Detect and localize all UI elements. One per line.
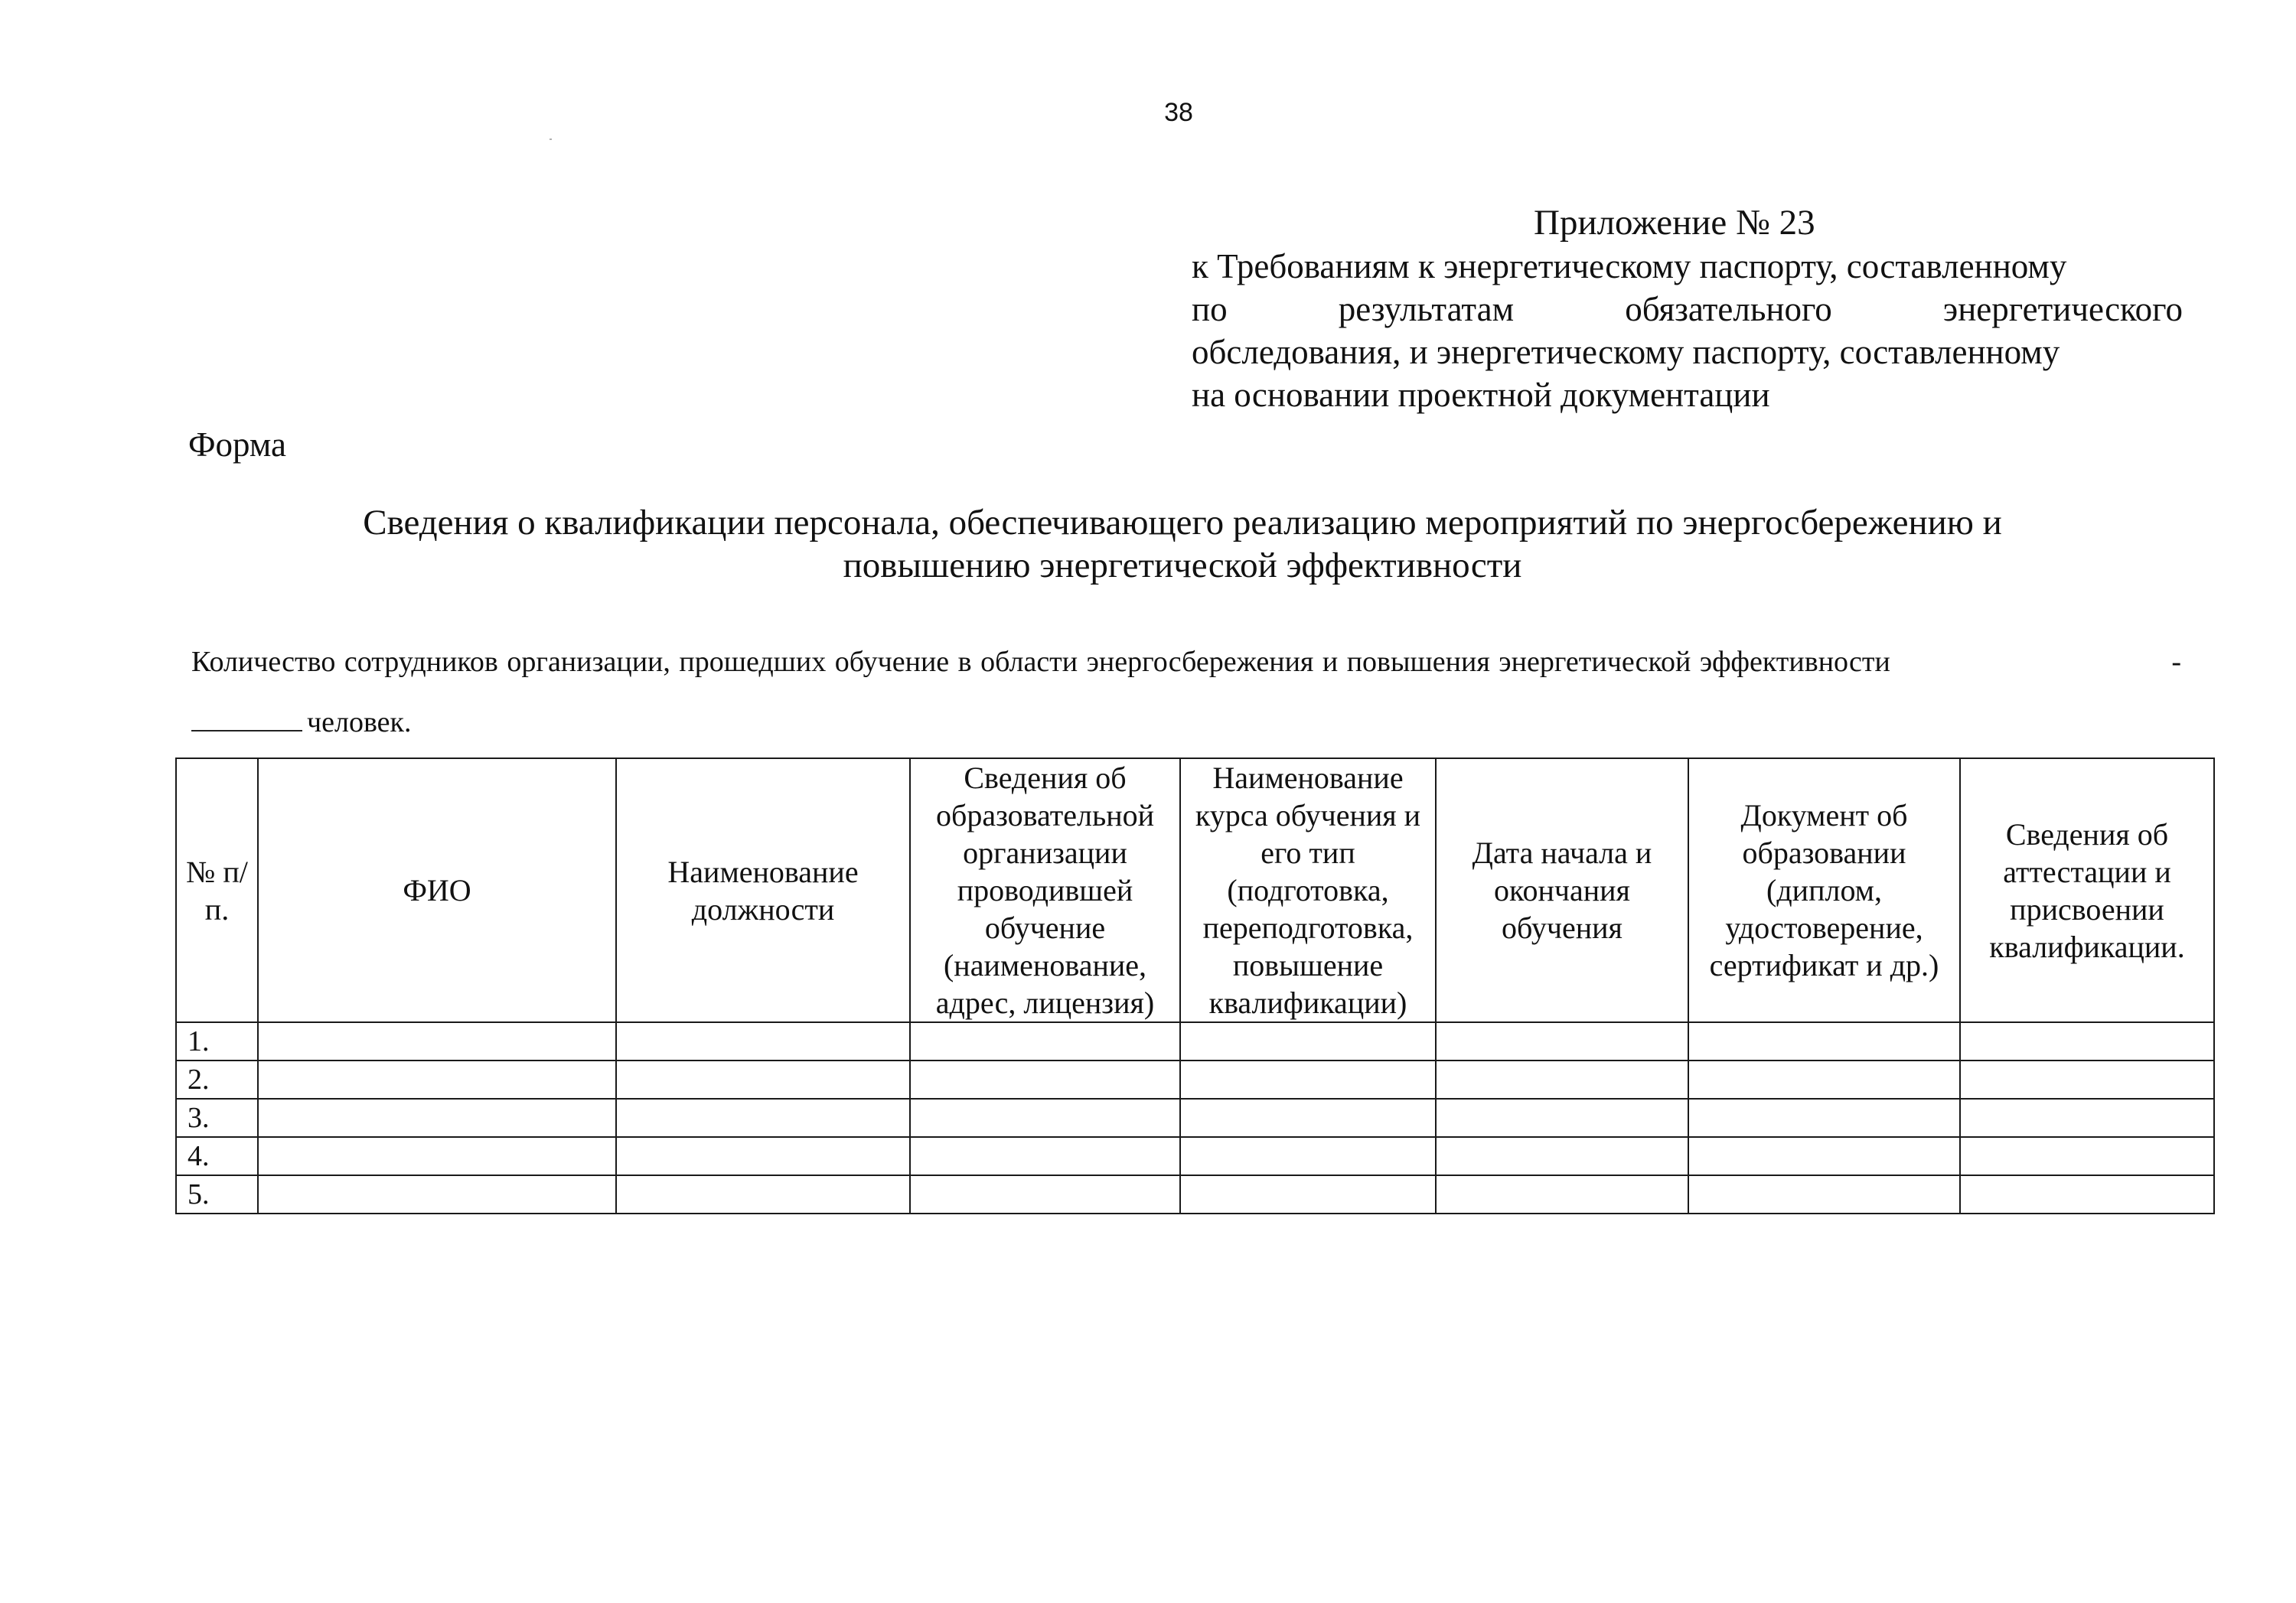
appendix-line-4: на основании проектной документации	[1192, 376, 1770, 414]
table-cell[interactable]	[1436, 1137, 1688, 1175]
document-title-line-2: повышению энергетической эффективности	[843, 546, 1522, 585]
document-title	[153, 501, 2212, 587]
table-cell[interactable]	[1180, 1175, 1436, 1214]
table-cell[interactable]	[258, 1175, 616, 1214]
table-cell[interactable]	[616, 1022, 910, 1061]
table-cell[interactable]	[1180, 1022, 1436, 1061]
table-cell[interactable]	[1960, 1022, 2214, 1061]
table-cell[interactable]	[1960, 1099, 2214, 1137]
table-cell[interactable]	[1960, 1175, 2214, 1214]
employees-count-field	[191, 705, 412, 739]
header-training-dates: Дата начала и окончания обучения	[1436, 758, 1688, 1022]
appendix-line-2	[1192, 288, 2183, 331]
row-number: 4.	[176, 1137, 258, 1175]
appendix-word: энергетического	[1942, 290, 2183, 328]
table-cell[interactable]	[910, 1175, 1180, 1214]
employees-unit: человек.	[307, 706, 412, 738]
appendix-word: обязательного	[1625, 290, 1832, 328]
table-row	[176, 1137, 2214, 1175]
table-cell[interactable]	[1180, 1099, 1436, 1137]
table-cell[interactable]	[616, 1175, 910, 1214]
appendix-word: по	[1192, 290, 1228, 328]
header-educational-organization: Сведения об образовательной организации проводившей обучение (наименование, адрес, лицензия)	[910, 758, 1180, 1022]
row-number: 5.	[176, 1175, 258, 1214]
table-cell[interactable]	[910, 1022, 1180, 1061]
qualification-table	[175, 758, 2215, 1214]
table-cell[interactable]	[258, 1061, 616, 1099]
table-cell[interactable]	[1688, 1061, 1960, 1099]
header-course: Наименование курса обучения и его тип (подготовка, переподготовка, повышение квалификации)	[1180, 758, 1436, 1022]
table-cell[interactable]	[1436, 1099, 1688, 1137]
table-cell[interactable]	[1436, 1175, 1688, 1214]
header-number: № п/п.	[176, 758, 258, 1022]
table-cell[interactable]	[1688, 1137, 1960, 1175]
header-position: Наименование должности	[616, 758, 910, 1022]
table-cell[interactable]	[910, 1061, 1180, 1099]
appendix-reference	[1192, 245, 2183, 416]
table-row	[176, 1175, 2214, 1214]
employees-count-blank[interactable]	[191, 730, 302, 731]
table-cell[interactable]	[1436, 1061, 1688, 1099]
page-number: 38	[1164, 98, 1193, 127]
table-cell[interactable]	[616, 1061, 910, 1099]
table-row	[176, 1022, 2214, 1061]
form-label: Форма	[188, 425, 287, 464]
table-cell[interactable]	[1436, 1022, 1688, 1061]
table-cell[interactable]	[1688, 1022, 1960, 1061]
appendix-line-1: к Требованиям к энергетическому паспорту, составленному	[1192, 247, 2067, 285]
appendix-word: результатам	[1338, 290, 1515, 328]
table-cell[interactable]	[1960, 1061, 2214, 1099]
row-number: 1.	[176, 1022, 258, 1061]
scan-artifact	[550, 138, 552, 140]
table-cell[interactable]	[616, 1099, 910, 1137]
header-full-name: ФИО	[258, 758, 616, 1022]
appendix-title: Приложение № 23	[1534, 203, 1815, 243]
table-row	[176, 1099, 2214, 1137]
qualification-table-wrapper	[175, 758, 2215, 1214]
row-number: 3.	[176, 1099, 258, 1137]
table-header-row	[176, 758, 2214, 1022]
table-cell[interactable]	[1688, 1175, 1960, 1214]
table-cell[interactable]	[1688, 1099, 1960, 1137]
document-title-line-1: Сведения о квалификации персонала, обеспечивающего реализацию мероприятий по энергосбережению и	[363, 503, 2002, 542]
table-cell[interactable]	[1180, 1137, 1436, 1175]
employees-count-statement	[191, 645, 2181, 679]
header-attestation: Сведения об аттестации и присвоении квалификации.	[1960, 758, 2214, 1022]
table-cell[interactable]	[910, 1099, 1180, 1137]
header-education-document: Документ об образовании (диплом, удостоверение, сертификат и др.)	[1688, 758, 1960, 1022]
appendix-line-3: обследования, и энергетическому паспорту, составленному	[1192, 333, 2060, 371]
table-cell[interactable]	[258, 1137, 616, 1175]
table-cell[interactable]	[1180, 1061, 1436, 1099]
table-row	[176, 1061, 2214, 1099]
table-cell[interactable]	[1960, 1137, 2214, 1175]
employees-dash: -	[2171, 646, 2181, 678]
table-cell[interactable]	[616, 1137, 910, 1175]
employees-count-text: Количество сотрудников организации, прошедших обучение в области энергосбережения и повышения энергетической эффективности	[191, 646, 1890, 678]
table-cell[interactable]	[258, 1022, 616, 1061]
row-number: 2.	[176, 1061, 258, 1099]
table-cell[interactable]	[910, 1137, 1180, 1175]
table-cell[interactable]	[258, 1099, 616, 1137]
